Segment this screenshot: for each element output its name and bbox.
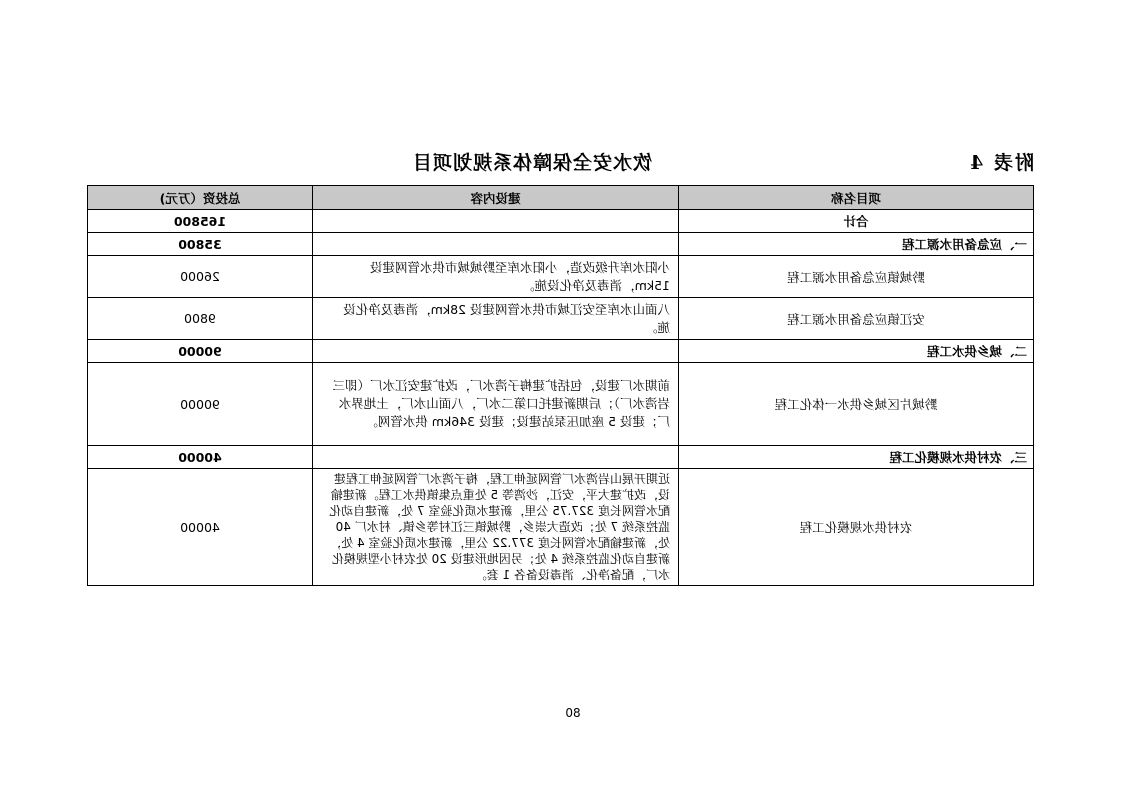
header-investment: 总投资（万元) [88, 186, 313, 210]
row-content [313, 340, 679, 363]
header-content: 建设内容 [313, 186, 679, 210]
row-content: 小阳水库升级改造，小阳水库至黔城城市供水管网建设 15km，消毒及净化设施。 [313, 256, 679, 298]
row-investment: 35800 [88, 233, 313, 256]
row-name: 合计 [679, 210, 1034, 233]
row-investment: 40000 [88, 446, 313, 469]
header-project-name: 项目名称 [679, 186, 1034, 210]
page-number: 80 [565, 706, 581, 720]
table-row [88, 256, 1034, 298]
table-row [88, 210, 1034, 233]
row-investment: 90000 [88, 363, 313, 446]
row-content: 近期开展山岩湾水厂管网延伸工程，梅子湾水厂管网延伸工程建设，改扩建大平，安江，沙湾等 5 处重点集镇供水工程。新建输配水管网长度 327.75 公里，新建水质化验室 7 处，新建自动化监控系统 7 处；改造大崇乡，黔城镇三江村等乡镇、村水厂 40 处，新建输配水管网长度 377.22 公里，新建水质化验室 4 处，新建自动化监控系统 4 处；另因地形建设 20 处农村小型规模化水厂，配备净化、消毒设备各 1 套。 [313, 469, 679, 586]
row-investment: 26000 [88, 256, 313, 298]
table-row [88, 233, 1034, 256]
row-name: 安江镇应急备用水源工程 [679, 298, 1034, 340]
planning-projects-table [87, 185, 1034, 586]
row-name: 农村供水规模化工程 [679, 469, 1034, 586]
table-header-row [88, 186, 1034, 210]
row-investment: 90000 [88, 340, 313, 363]
row-content [313, 233, 679, 256]
row-content [313, 210, 679, 233]
table-row [88, 446, 1034, 469]
row-name: 黔城片区城乡供水一体化工程 [679, 363, 1034, 446]
row-investment: 165800 [88, 210, 313, 233]
table-row [88, 469, 1034, 586]
row-content: 八面山水库至安江城市供水管网建设 28km，消毒及净化设施。 [313, 298, 679, 340]
row-name: 一、应急备用水源工程 [679, 233, 1034, 256]
row-content: 前期水厂建设，包括扩建梅子湾水厂，改扩建安江水厂（即三岩湾水厂）；后期新建托口第二水厂，八面山水厂，土地界水厂；建设 5 座加压泵站建设；建设 346km 供水管网。 [313, 363, 679, 446]
row-investment: 40000 [88, 469, 313, 586]
row-investment: 9800 [88, 298, 313, 340]
page-title: 饮水安全保障体系规划项目 [411, 152, 652, 174]
table-row [88, 340, 1034, 363]
row-name: 二、城乡供水工程 [679, 340, 1034, 363]
table-row [88, 363, 1034, 446]
row-content [313, 446, 679, 469]
row-name: 黔城镇应急备用水源工程 [679, 256, 1034, 298]
table-row [88, 298, 1034, 340]
annex-label: 附表 4 [968, 152, 1034, 174]
row-name: 三、农村供水规模化工程 [679, 446, 1034, 469]
